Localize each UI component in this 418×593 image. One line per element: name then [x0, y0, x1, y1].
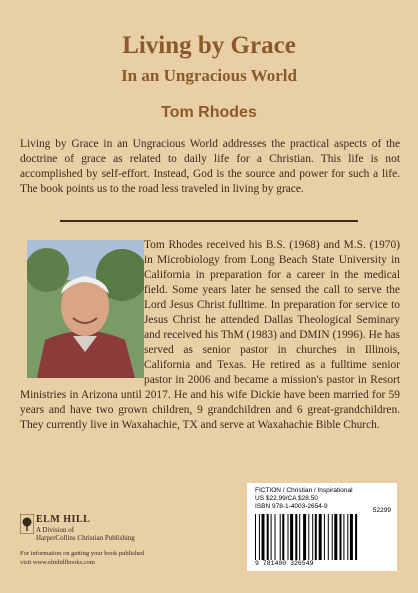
publisher-name: ELM HILL — [36, 514, 91, 525]
publisher-block — [20, 514, 220, 579]
barcode-digits: 9 781400 326549 — [255, 560, 314, 567]
barcode-price: US $22.99/CA $28.50 — [255, 495, 318, 502]
barcode-category: FICTION / Christian / Inspirational — [255, 487, 353, 494]
barcode-isbn: ISBN 978-1-4003-2654-9 — [255, 503, 328, 510]
book-subtitle: In an Ungracious World — [121, 66, 297, 85]
barcode-box — [247, 483, 397, 571]
barcode-bars — [255, 514, 391, 560]
elm-tree-icon — [20, 514, 34, 534]
publisher-info: For information on getting your book published — [20, 550, 145, 557]
publisher-parent: HarperCollins Christian Publishing — [36, 534, 135, 542]
barcode-price-code: 52299 — [372, 507, 391, 514]
author-bio — [20, 238, 400, 433]
book-blurb: Living by Grace in an Ungracious World addresses the practical aspects of the doctrine of grace as related to daily life for a Christian. This life is not accomplished by self-effort. Instead, God is the source and power for such a life. The book points us to the road less traveled in living by grace. — [20, 138, 400, 195]
divider-rule — [60, 220, 358, 222]
publisher-division: A Division of — [36, 526, 75, 534]
publisher-url: visit www.elmhillbooks.com — [20, 559, 95, 566]
author-bio-text: Tom Rhodes received his B.S. (1968) and M.S. (1970) in Microbiology from Long Beach State University in California in preparation for a career in the medical field. Some years later he sensed the call to serve the Lord Jesus Christ fulltime. In preparation for service to Jesus Christ he attended Dallas Theological Seminary and received his ThM (1983) and DMIN (1996). He has served as senior pastor in churches in Illinois, California and Texas. He retired as a fulltime senior pastor in 2006 and became a mission's pastor in Resort Ministries in Arizona until 2017. He and his wife Dickie have been married for 59 years and have two grown children, 9 grandchildren and 6 great-grandchildren. They currently live in Waxahachie, TX and serve at Waxahachie Bible Church. — [20, 239, 400, 431]
book-title: Living by Grace — [122, 32, 296, 59]
author-name: Tom Rhodes — [161, 104, 257, 121]
